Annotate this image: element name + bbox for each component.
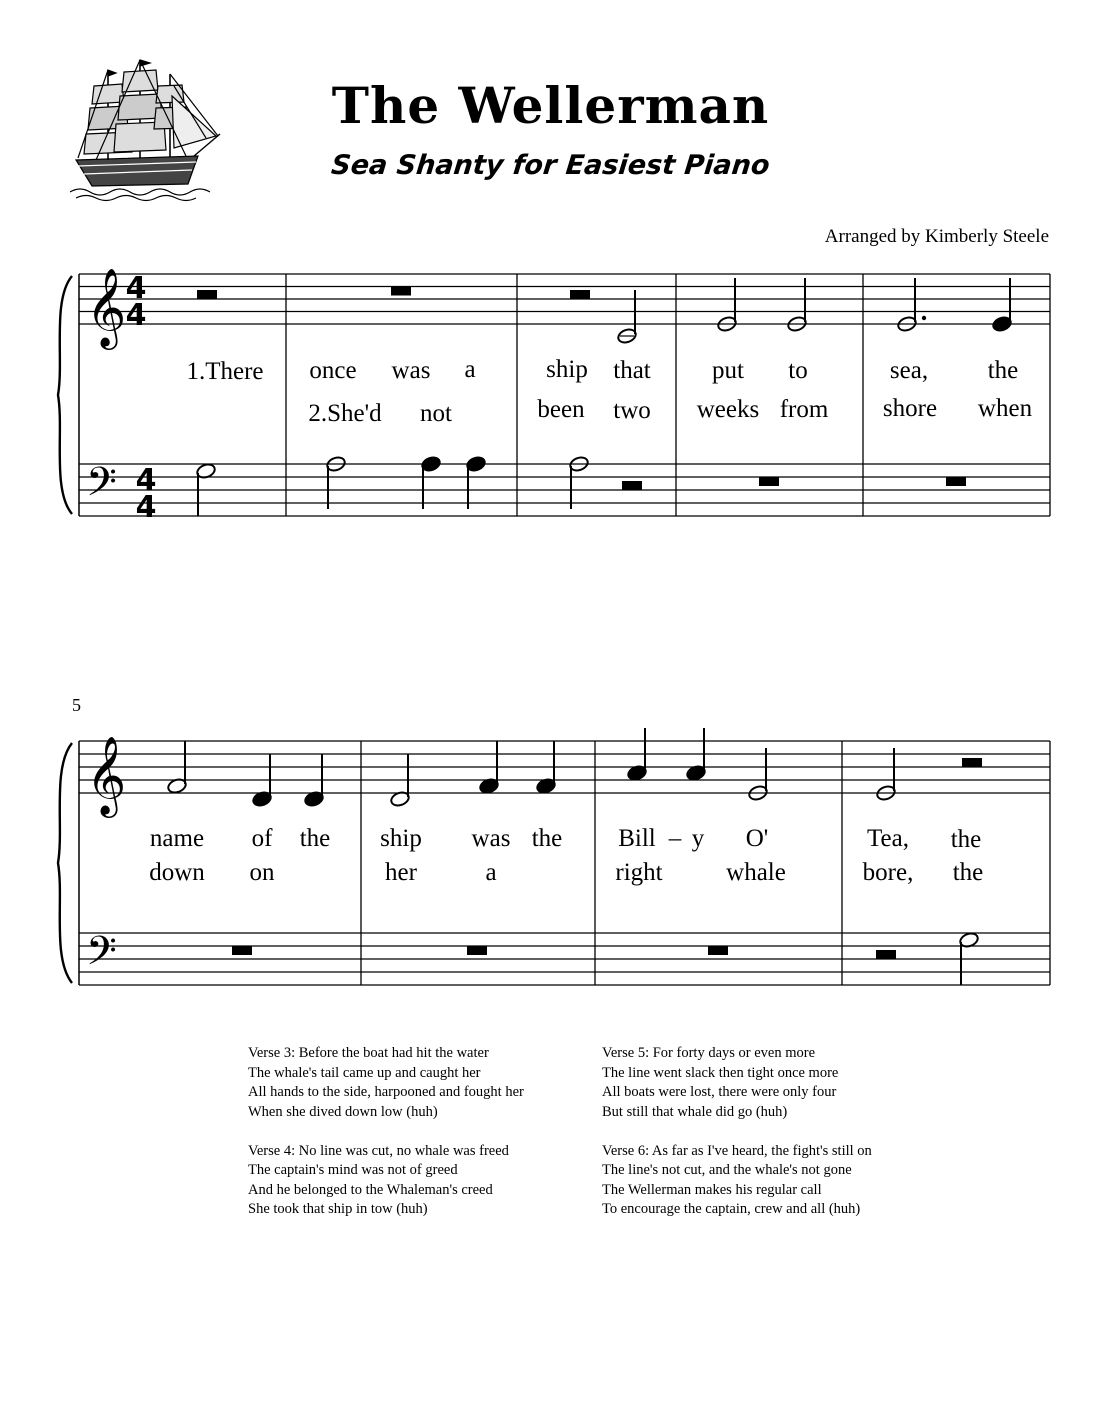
lyric: a [485, 859, 497, 886]
lyrics-system-2 [149, 825, 983, 886]
whole-rest [232, 946, 252, 955]
score-title: The Wellerman [331, 76, 770, 135]
lyric: on [249, 859, 275, 886]
lyric: shore [882, 395, 938, 422]
lyric: sea, [889, 357, 929, 384]
arranger-credit: Arranged by Kimberly Steele [824, 226, 1049, 247]
note-half [389, 754, 410, 808]
note-half [958, 931, 979, 985]
system-1 [58, 268, 1050, 525]
lyric: name [149, 825, 205, 852]
whole-rest [946, 477, 966, 486]
lyric: two [613, 397, 651, 424]
note-half [747, 748, 768, 802]
svg-text:4: 4 [135, 490, 157, 525]
note-quarter [478, 741, 499, 795]
verse-line: She took that ship in tow (huh) [248, 1201, 428, 1217]
whole-rest [708, 946, 728, 955]
lyric: down [149, 859, 205, 886]
lyric: y [691, 825, 705, 852]
lyric: the [299, 825, 331, 852]
verse-line: The Wellerman makes his regular call [602, 1181, 822, 1198]
note-quarter [251, 754, 272, 808]
half-rest [622, 481, 642, 490]
note-half [195, 462, 216, 516]
lyric: the [950, 826, 982, 853]
half-rest [876, 950, 896, 959]
verse-line: But still that whale did go (huh) [602, 1103, 788, 1120]
verse-line: And he belonged to the Whaleman's creed [248, 1181, 493, 1198]
verse-line: To encourage the captain, crew and all (huh) [602, 1201, 861, 1217]
note-quarter [420, 455, 441, 509]
verse-line: Verse 5: For forty days or even more [602, 1045, 816, 1061]
measure-number: 5 [72, 695, 81, 715]
verse-line: All hands to the side, harpooned and fought her [248, 1084, 524, 1100]
score-subtitle: Sea Shanty for Easiest Piano [329, 150, 772, 181]
lyric: right [615, 859, 663, 886]
note-quarter [685, 728, 706, 782]
note-half [325, 455, 346, 509]
verse-line: Verse 4: No line was cut, no whale was freed [248, 1142, 509, 1159]
verse-line: When she dived down low (huh) [248, 1103, 438, 1120]
lyrics-system-1 [186, 356, 1032, 427]
bass-staff-2 [79, 933, 1050, 985]
verse-line: The line's not cut, and the whale's not gone [602, 1162, 852, 1178]
whole-rest [391, 287, 411, 296]
lyric: of [251, 825, 273, 852]
verse-line: The captain's mind was not of greed [248, 1162, 458, 1178]
verse-line: The line went slack then tight once more [602, 1064, 839, 1081]
lyric: was [471, 825, 511, 852]
note-half [616, 290, 637, 345]
system-2 [58, 695, 1050, 985]
brace-1 [58, 276, 72, 514]
lyric: put [712, 357, 744, 384]
note-quarter [303, 754, 324, 808]
lyric: 1.There [186, 358, 264, 385]
lyric: was [391, 357, 431, 384]
verse-line: The whale's tail came up and caught her [248, 1064, 481, 1081]
lyric: when [977, 395, 1033, 422]
lyric: been [537, 396, 585, 423]
svg-text:4: 4 [125, 271, 147, 306]
svg-text:4: 4 [135, 463, 157, 498]
bass-staff-1 [79, 464, 1050, 516]
treble-staff-1 [79, 274, 1050, 324]
lyric: O' [745, 825, 769, 852]
note-quarter [465, 455, 486, 509]
half-rest [197, 290, 217, 299]
half-rest [570, 290, 590, 299]
treble-staff-2 [79, 741, 1050, 793]
half-rest [962, 758, 982, 767]
bass-clef-icon: 𝄢 [86, 459, 117, 515]
lyric: ship [380, 825, 422, 852]
lyric: her [385, 859, 417, 886]
verse-line: All boats were lost, there were only four [602, 1084, 837, 1100]
verse-line: Verse 6: As far as I've heard, the fight's still on [602, 1142, 872, 1159]
lyric: the [987, 357, 1019, 384]
lyric: not [420, 400, 452, 427]
lyric: ship [546, 356, 588, 383]
svg-text:4: 4 [125, 298, 147, 333]
lyric: weeks [696, 396, 760, 423]
verses-right [602, 1044, 872, 1220]
treble-clef-icon: 𝄞 [86, 736, 127, 815]
lyric: – [668, 825, 682, 852]
lyric: bore, [862, 859, 914, 886]
whole-rest [467, 946, 487, 955]
lyric: the [952, 859, 984, 886]
lyric: from [779, 396, 829, 423]
lyric: 2.She'd [308, 400, 382, 427]
note-half [166, 741, 187, 795]
note-half [568, 455, 589, 509]
lyric: whale [726, 859, 786, 886]
brace-2 [58, 743, 72, 983]
bass-clef-icon: 𝄢 [86, 928, 117, 984]
note-half [875, 748, 896, 802]
lyric: Bill [618, 825, 656, 852]
verses-left [248, 1044, 524, 1220]
lyric: Tea, [867, 825, 909, 852]
lyric: the [531, 825, 563, 852]
note-quarter [626, 728, 647, 782]
lyric: a [464, 356, 476, 383]
verse-line: Verse 3: Before the boat had hit the water [248, 1045, 489, 1061]
note-quarter [535, 741, 556, 795]
lyric: once [309, 357, 357, 384]
treble-clef-icon: 𝄞 [86, 268, 127, 347]
lyric: to [788, 357, 808, 384]
lyric: that [613, 357, 651, 384]
whole-rest [759, 477, 779, 486]
